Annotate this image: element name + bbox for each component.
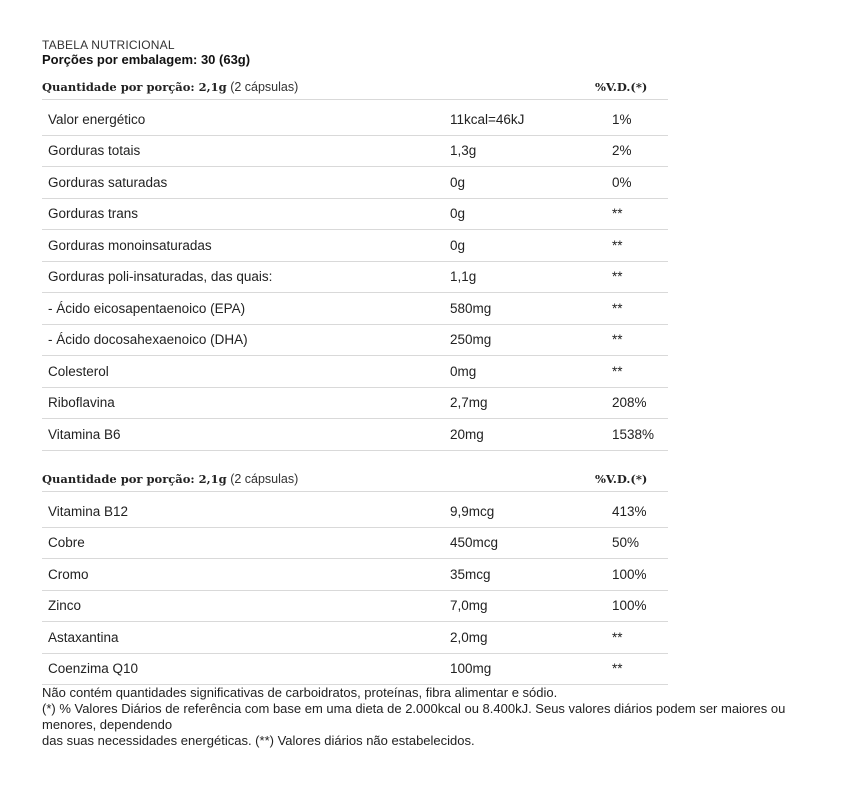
nutrient-daily-value: ** [612,324,668,356]
nutrient-quantity: 0g [450,230,612,262]
nutrition-table-1 [42,104,668,451]
table-row [42,590,668,622]
nutrient-quantity: 450mcg [450,527,612,559]
table-row [42,261,668,293]
nutrient-daily-value: 50% [612,527,668,559]
section-2-header [42,470,668,492]
table-row [42,167,668,199]
vd-header: %V.D.(*) [595,80,648,94]
table-row [42,198,668,230]
nutrient-daily-value: 208% [612,387,668,419]
table-row [42,135,668,167]
nutrient-quantity: 580mg [450,293,612,325]
nutrient-quantity: 7,0mg [450,590,612,622]
footnotes [42,685,832,749]
nutrient-quantity: 250mg [450,324,612,356]
nutrient-quantity: 20mg [450,419,612,451]
nutrient-name: Gorduras monoinsaturadas [42,230,450,262]
nutrient-daily-value: ** [612,230,668,262]
nutrient-name: Cobre [42,527,450,559]
nutrient-name: Gorduras trans [42,198,450,230]
nutrient-daily-value: 100% [612,559,668,591]
nutrient-name: Coenzima Q10 [42,653,450,685]
table-row [42,419,668,451]
nutrient-name: Vitamina B6 [42,419,450,451]
nutrient-quantity: 35mcg [450,559,612,591]
table-row [42,653,668,685]
nutrient-name: - Ácido eicosapentaenoico (EPA) [42,293,450,325]
table-row [42,622,668,654]
nutrient-daily-value: ** [612,198,668,230]
serving-size: Quantidade por porção: 2,1g (2 cápsulas) [42,472,299,486]
nutrient-daily-value: ** [612,293,668,325]
nutrient-quantity: 0g [450,198,612,230]
nutrient-quantity: 2,7mg [450,387,612,419]
table-row [42,559,668,591]
portions-per-package: Porções por embalagem: 30 (63g) [42,52,251,67]
table-row [42,356,668,388]
table-row [42,293,668,325]
footnote-not-established: das suas necessidades energéticas. (**) Valores diários não estabelecidos. [42,733,475,748]
nutrient-quantity: 100mg [450,653,612,685]
nutrient-quantity: 0g [450,167,612,199]
nutrient-quantity: 0mg [450,356,612,388]
nutrient-daily-value: ** [612,653,668,685]
vd-header: %V.D.(*) [595,472,648,486]
footnote-daily-values: (*) % Valores Diários de referência com base em uma dieta de 2.000kcal ou 8.400kJ. Seus valores diários podem ser maiores ou menores, dependendo [42,701,786,732]
nutrient-name: Vitamina B12 [42,496,450,527]
nutrient-name: Gorduras saturadas [42,167,450,199]
nutrient-quantity: 9,9mcg [450,496,612,527]
section-1-header [42,78,668,100]
nutrient-daily-value: ** [612,261,668,293]
nutrient-daily-value: 413% [612,496,668,527]
nutrient-daily-value: 1% [612,104,668,135]
table-row [42,324,668,356]
nutrient-quantity: 1,1g [450,261,612,293]
nutrition-table-2 [42,496,668,685]
table-row [42,496,668,527]
nutrient-name: Cromo [42,559,450,591]
nutrient-daily-value: 2% [612,135,668,167]
serving-size: Quantidade por porção: 2,1g (2 cápsulas) [42,80,299,94]
label-header [42,38,250,68]
nutrient-daily-value: 0% [612,167,668,199]
nutrient-name: Gorduras poli-insaturadas, das quais: [42,261,450,293]
nutrient-name: Gorduras totais [42,135,450,167]
nutrient-name: Zinco [42,590,450,622]
table-row [42,104,668,135]
nutrient-daily-value: ** [612,622,668,654]
nutrient-quantity: 2,0mg [450,622,612,654]
nutrient-name: Riboflavina [42,387,450,419]
nutrient-daily-value: 100% [612,590,668,622]
nutrient-daily-value: 1538% [612,419,668,451]
nutrient-daily-value: ** [612,356,668,388]
table-row [42,387,668,419]
nutrient-quantity: 1,3g [450,135,612,167]
footnote-not-significant: Não contém quantidades significativas de carboidratos, proteínas, fibra alimentar e sódio. [42,685,558,700]
nutrient-quantity: 11kcal=46kJ [450,104,612,135]
table-title: TABELA NUTRICIONAL [42,38,175,52]
table-row [42,230,668,262]
table-row [42,527,668,559]
nutrient-name: Valor energético [42,104,450,135]
nutrient-name: Colesterol [42,356,450,388]
nutrient-name: Astaxantina [42,622,450,654]
nutrient-name: - Ácido docosahexaenoico (DHA) [42,324,450,356]
